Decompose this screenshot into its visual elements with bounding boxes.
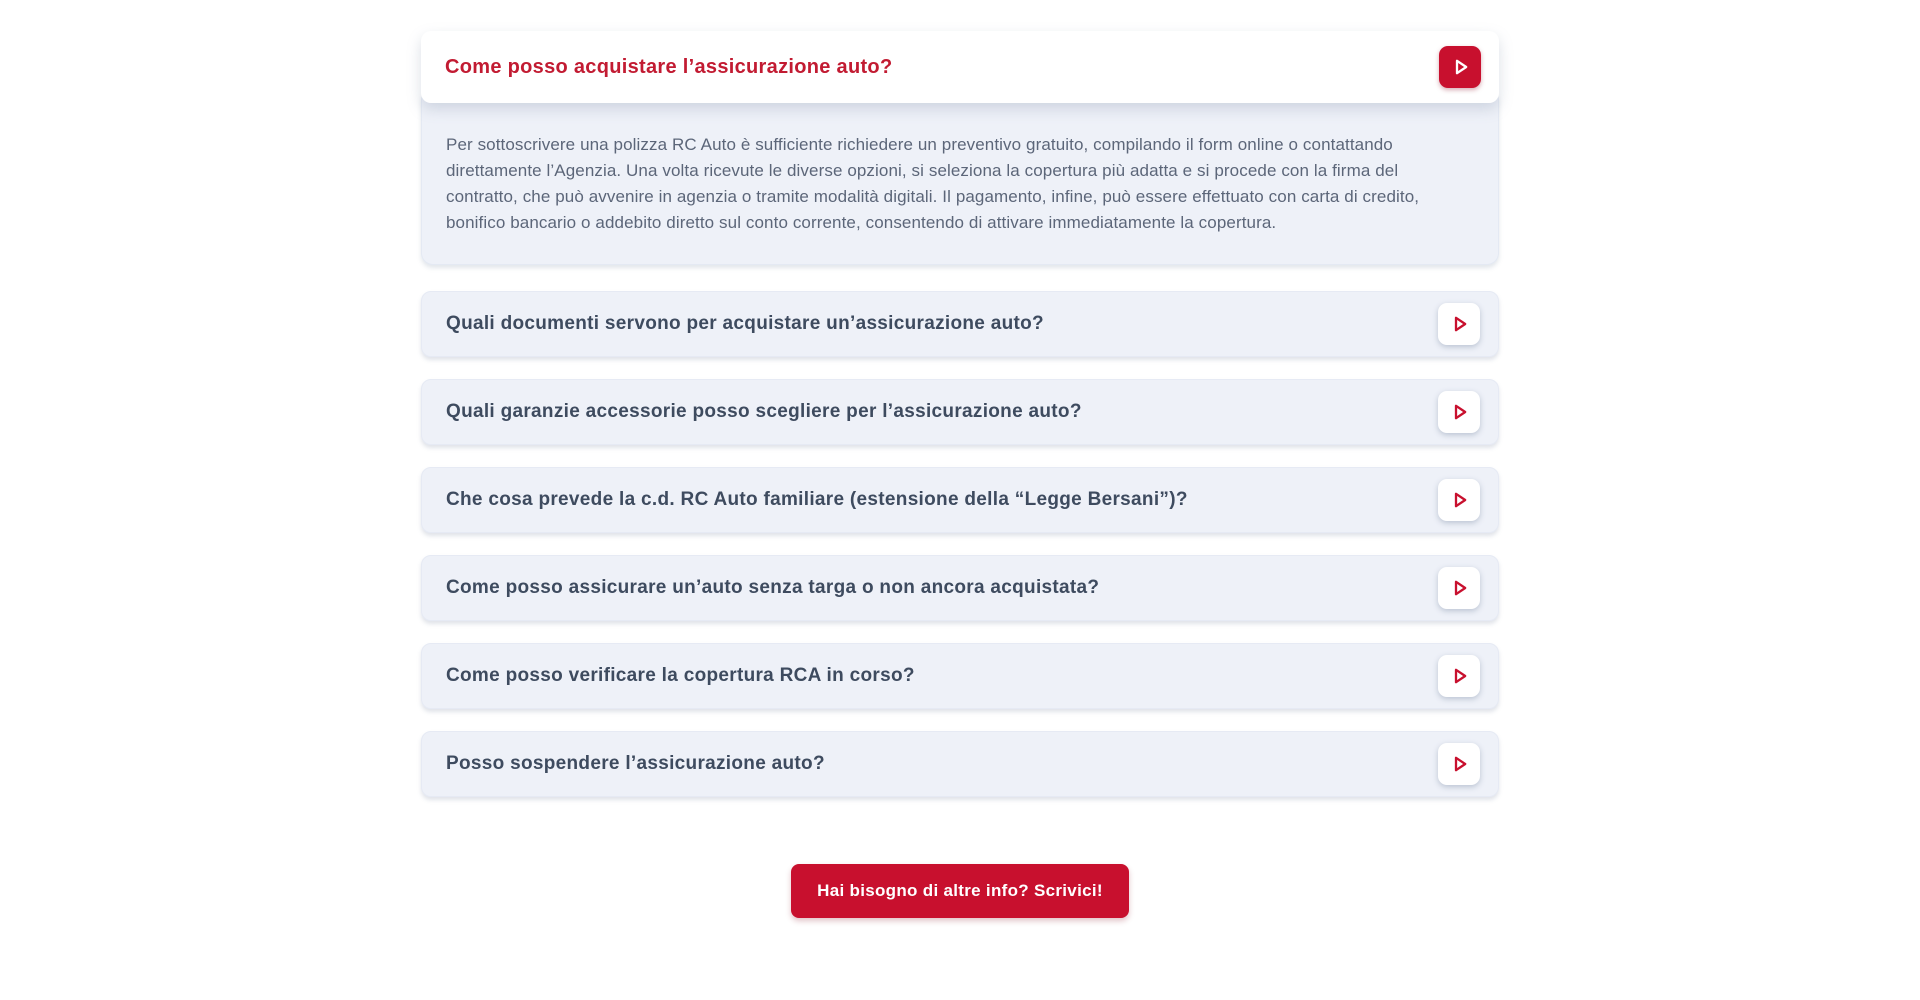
faq-question-label: Quali garanzie accessorie posso scegliere per l’assicurazione auto? — [446, 401, 1082, 422]
play-icon — [1447, 400, 1471, 424]
faq-item-expanded — [421, 31, 1499, 265]
faq-answer-text: Per sottoscrivere una polizza RC Auto è sufficiente richiedere un preventivo gratuito, compilando il form online o contattando direttamente l’Agenzia. Una volta ricevute le diverse opzioni, si seleziona la copertura più adatta e si procede con la firma del contratto, che può avvenire in agenzia o tramite modalità digitali. Il pagamento, infine, può essere effettuato con carta di credito, bonifico bancario o addebito diretto sul conto corrente, consentendo di attivare immediatamente la copertura. — [446, 135, 1420, 232]
faq-section — [421, 0, 1499, 918]
faq-question-label: Come posso assicurare un’auto senza targa o non ancora acquistata? — [446, 577, 1100, 598]
collapse-play-button[interactable] — [1439, 46, 1481, 88]
faq-item-garanzie[interactable] — [421, 379, 1499, 445]
faq-item-legge-bersani[interactable] — [421, 467, 1499, 533]
play-icon — [1447, 488, 1471, 512]
expand-play-button[interactable] — [1438, 567, 1480, 609]
expand-play-button[interactable] — [1438, 655, 1480, 697]
faq-item-verifica-rca[interactable] — [421, 643, 1499, 709]
faq-expanded-header[interactable] — [421, 31, 1499, 103]
faq-question-label: Posso sospendere l’assicurazione auto? — [446, 753, 825, 774]
play-icon — [1448, 55, 1472, 79]
play-icon — [1447, 312, 1471, 336]
faq-question-label: Come posso verificare la copertura RCA in corso? — [446, 665, 915, 686]
faq-item-documenti[interactable] — [421, 291, 1499, 357]
faq-expanded-question: Come posso acquistare l’assicurazione auto? — [445, 55, 893, 78]
faq-item-sospendere[interactable] — [421, 731, 1499, 797]
expand-play-button[interactable] — [1438, 479, 1480, 521]
expand-play-button[interactable] — [1438, 303, 1480, 345]
play-icon — [1447, 664, 1471, 688]
expand-play-button[interactable] — [1438, 743, 1480, 785]
play-icon — [1447, 752, 1471, 776]
faq-item-senza-targa[interactable] — [421, 555, 1499, 621]
contact-cta-button[interactable]: Hai bisogno di altre info? Scrivici! — [791, 864, 1129, 918]
faq-question-label: Quali documenti servono per acquistare un’assicurazione auto? — [446, 313, 1044, 334]
faq-question-label: Che cosa prevede la c.d. RC Auto familiare (estensione della “Legge Bersani”)? — [446, 489, 1188, 510]
expand-play-button[interactable] — [1438, 391, 1480, 433]
cta-bar — [421, 864, 1499, 918]
faq-answer-panel — [421, 89, 1499, 265]
play-icon — [1447, 576, 1471, 600]
